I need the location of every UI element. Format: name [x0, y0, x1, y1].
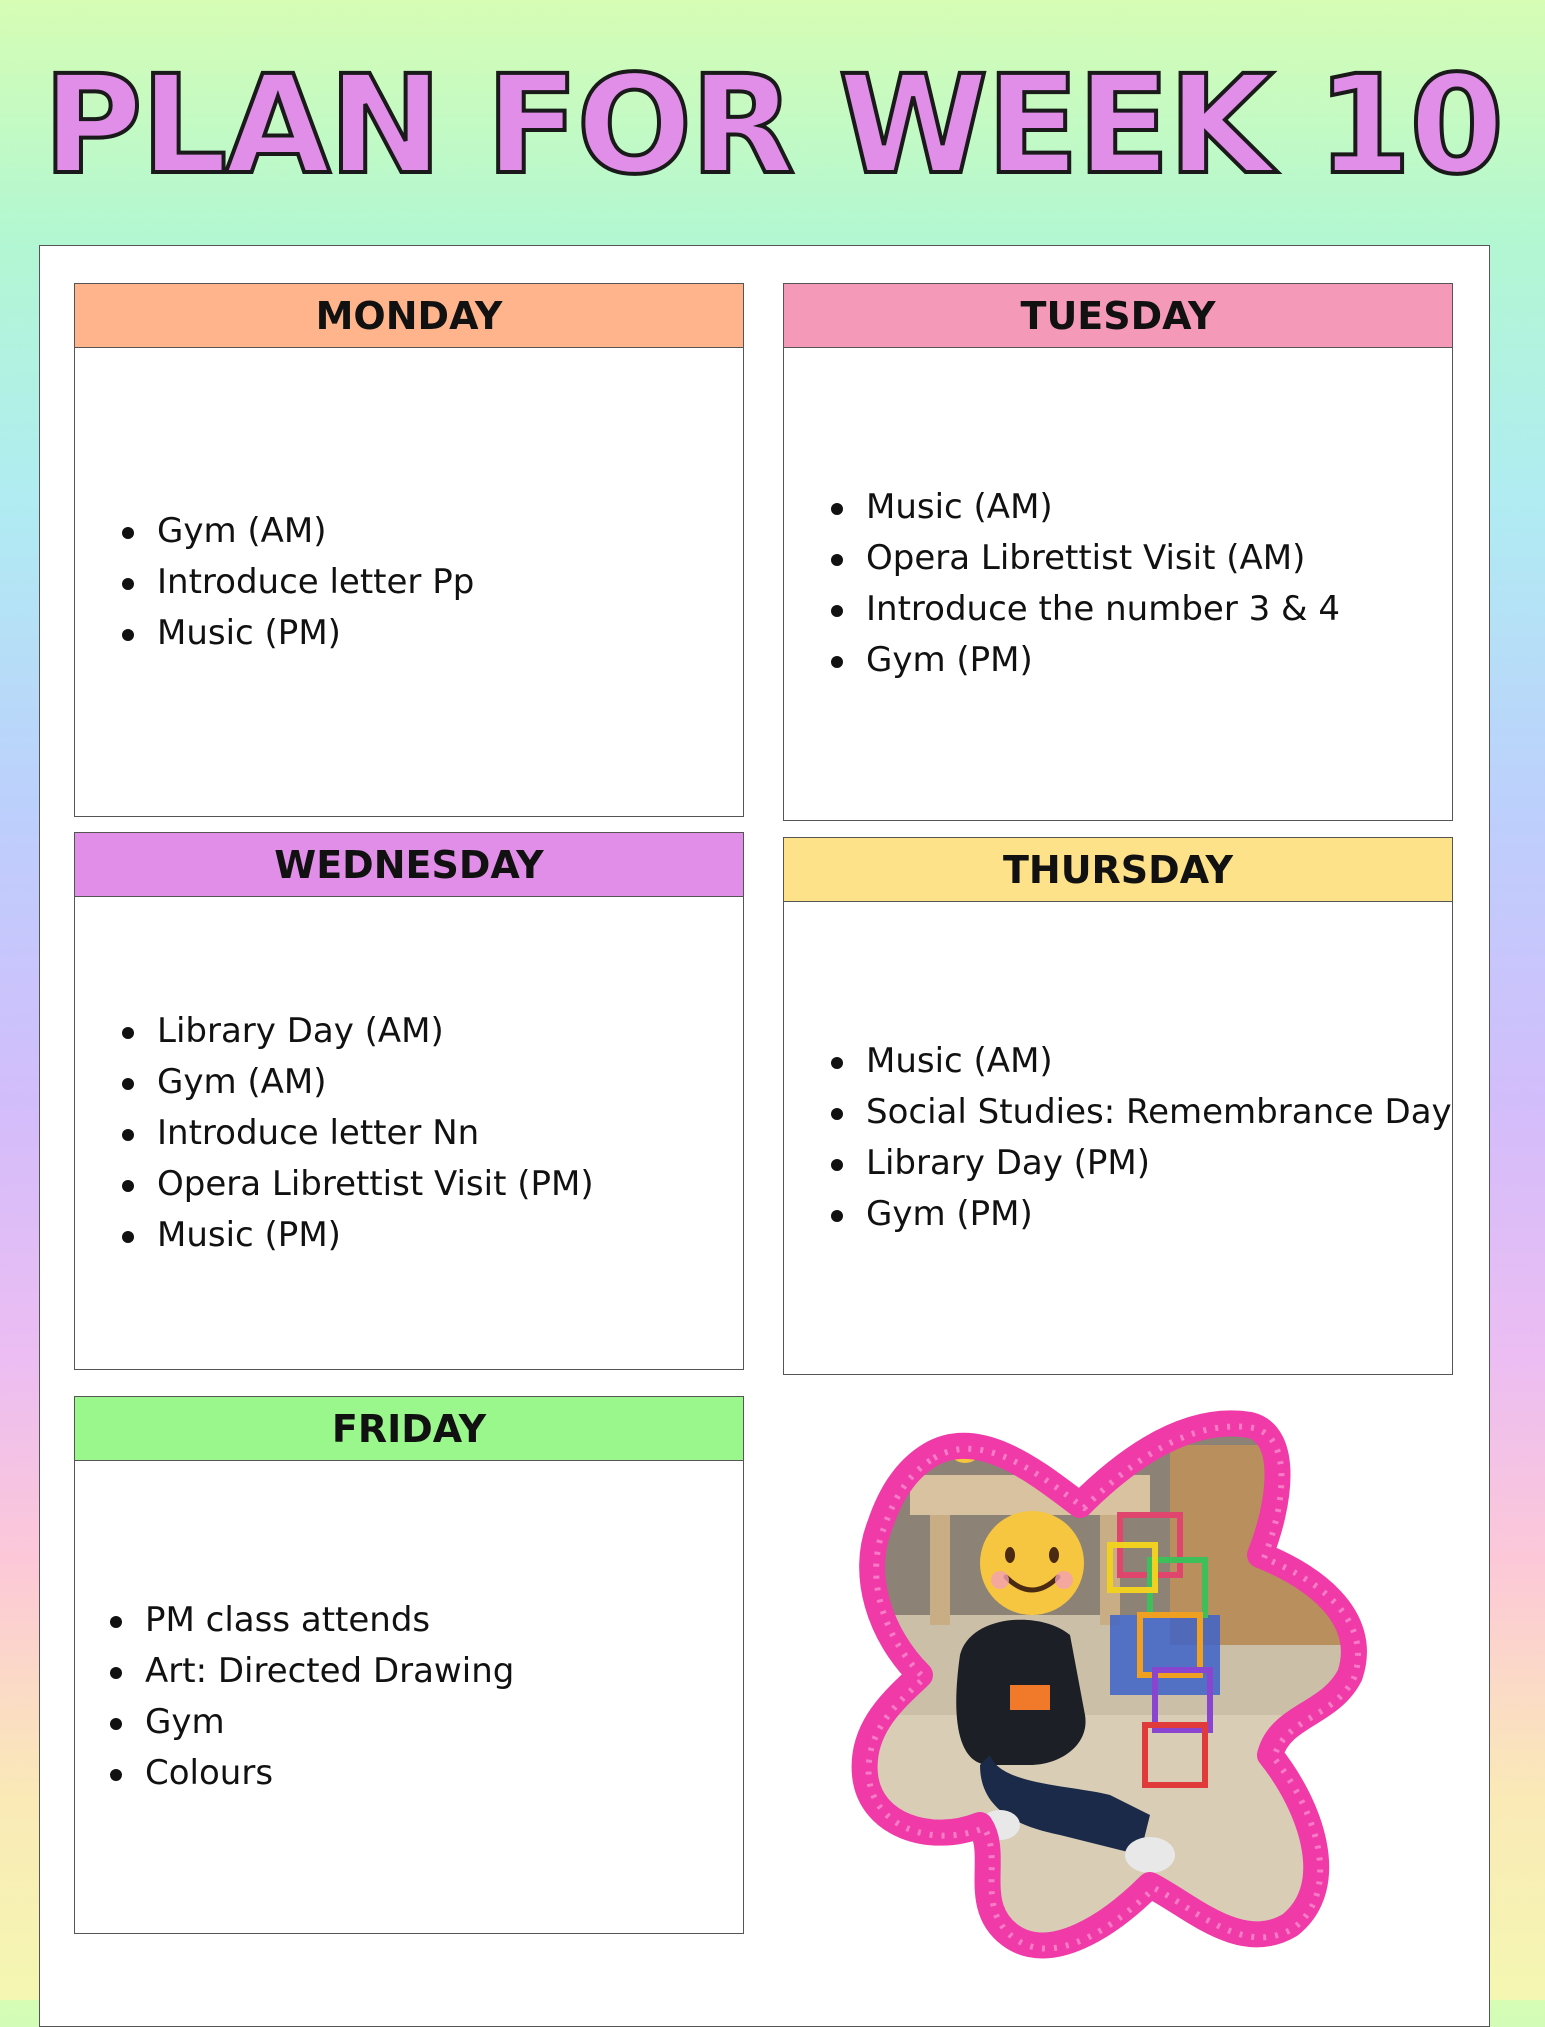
activity-item: Library Day (PM) [866, 1138, 1452, 1189]
activity-item: Gym (PM) [866, 1189, 1452, 1240]
activity-item: Introduce letter Pp [157, 557, 474, 608]
smiley-face-icon [980, 1511, 1084, 1615]
activity-item: Gym (PM) [866, 635, 1340, 686]
day-header-tuesday: TUESDAY [784, 284, 1452, 348]
page-title: PLAN FOR WEEK 10 [42, 47, 1503, 205]
activity-item: Music (AM) [866, 1036, 1452, 1087]
day-body-tuesday [784, 348, 1452, 820]
activity-item: Music (PM) [157, 1210, 594, 1261]
activity-item: Gym (AM) [157, 506, 474, 557]
day-body-wednesday [75, 897, 743, 1369]
activity-item: Social Studies: Remembrance Day [866, 1087, 1452, 1138]
activity-list-friday [75, 1595, 514, 1799]
activity-item: Library Day (AM) [157, 1006, 594, 1057]
day-body-friday [75, 1461, 743, 1933]
activity-list-wednesday [75, 1006, 594, 1261]
activity-item: PM class attends [145, 1595, 514, 1646]
activity-item: Music (PM) [157, 608, 474, 659]
day-header-monday: MONDAY [75, 284, 743, 348]
activity-item: Opera Librettist Visit (PM) [157, 1159, 594, 1210]
activity-item: Gym [145, 1697, 514, 1748]
activity-item: Opera Librettist Visit (AM) [866, 533, 1340, 584]
activity-list-tuesday [784, 482, 1340, 686]
activity-item: Music (AM) [866, 482, 1340, 533]
activity-item: Gym (AM) [157, 1057, 594, 1108]
day-header-friday: FRIDAY [75, 1397, 743, 1461]
day-header-wednesday: WEDNESDAY [75, 833, 743, 897]
classroom-photo [810, 1385, 1410, 1985]
day-card-wednesday [74, 832, 744, 1370]
activity-item: Introduce letter Nn [157, 1108, 594, 1159]
day-card-thursday [783, 837, 1453, 1375]
day-card-tuesday [783, 283, 1453, 821]
day-body-monday [75, 348, 743, 816]
photo-illustration [810, 1385, 1410, 1985]
activity-list-thursday [784, 1036, 1452, 1240]
activity-list-monday [75, 506, 474, 659]
activity-item: Colours [145, 1748, 514, 1799]
day-card-friday [74, 1396, 744, 1934]
activity-item: Introduce the number 3 & 4 [866, 584, 1340, 635]
day-body-thursday [784, 902, 1452, 1374]
day-header-thursday: THURSDAY [784, 838, 1452, 902]
activity-item: Art: Directed Drawing [145, 1646, 514, 1697]
day-card-monday [74, 283, 744, 817]
